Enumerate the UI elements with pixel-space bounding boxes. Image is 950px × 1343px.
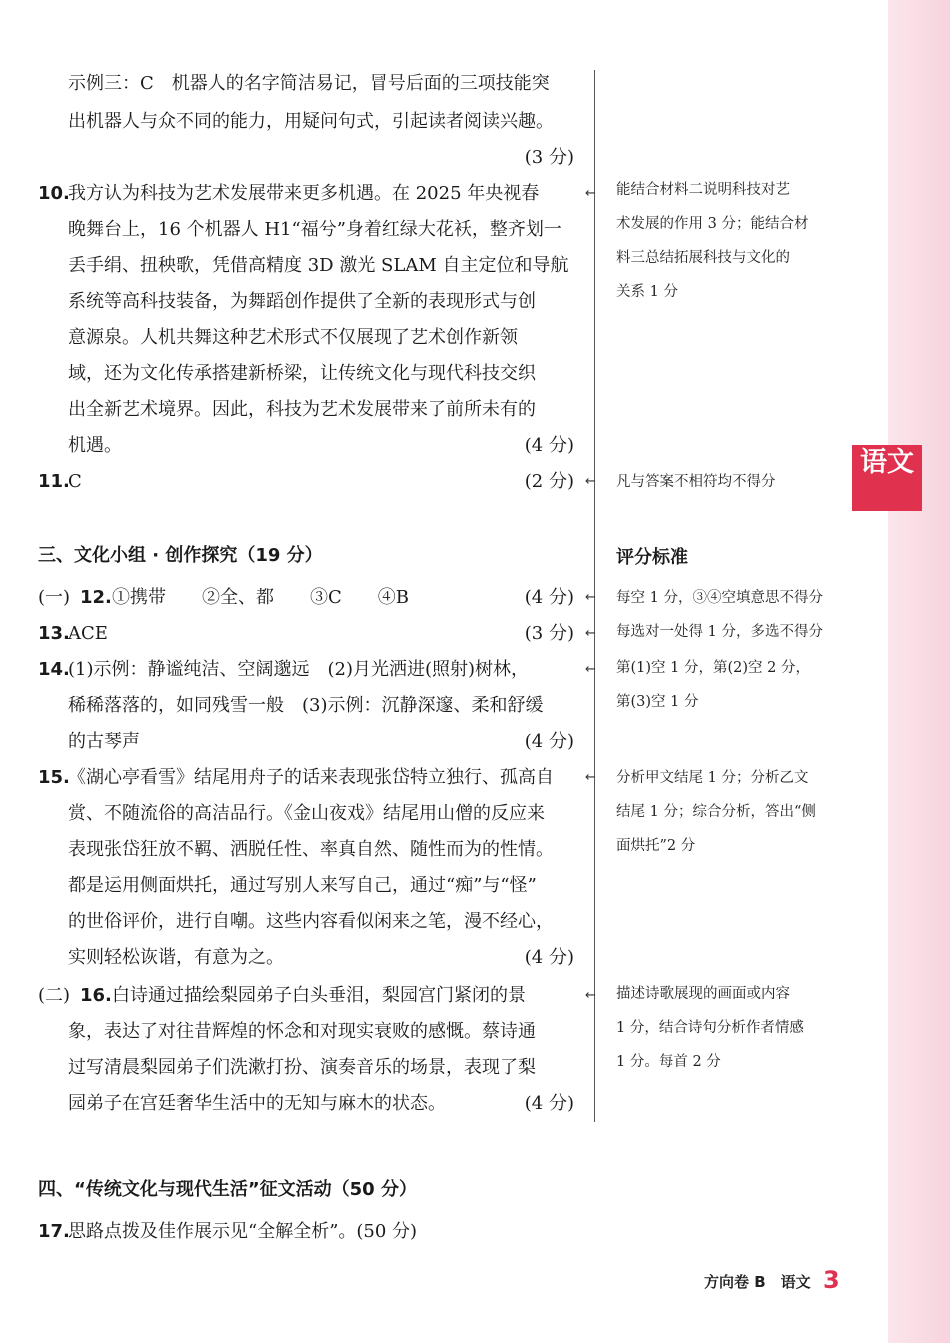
grading-note: 能结合材料二说明科技对艺: [616, 182, 790, 198]
answer-line: 域，还为文化传承搭建新桥梁，让传统文化与现代科技交织: [68, 363, 536, 384]
answer-line: 赏、不随流俗的高洁品行。《金山夜戏》结尾用山僧的反应来: [68, 803, 545, 824]
grading-note: 1 分。每首 2 分: [616, 1054, 721, 1070]
grading-note: 术发展的作用 3 分；能结合材: [616, 216, 809, 232]
answer-line: 象，表达了对往昔辉煌的怀念和对现实衰败的感慨。蔡诗通: [68, 1021, 536, 1042]
page-number: 3: [823, 1266, 840, 1294]
grading-note: 面烘托”2 分: [616, 838, 696, 854]
arrow-icon: ←: [585, 186, 596, 201]
answer-line: 过写清晨梨园弟子们洗漱打扮、演奏音乐的场景，表现了梨: [68, 1057, 536, 1078]
score: (3 分): [524, 147, 574, 168]
answer-line: 实则轻松诙谐，有意为之。: [68, 947, 284, 968]
arrow-icon: ←: [585, 626, 596, 641]
subject-tab: 语文: [852, 445, 922, 511]
score: (3 分): [524, 623, 574, 644]
grading-note: 分析甲文结尾 1 分；分析乙文: [616, 770, 809, 786]
answer-line: 示例三：C 机器人的名字简洁易记，冒号后面的三项技能突: [68, 73, 550, 94]
score: (4 分): [524, 587, 574, 608]
answer-line: ACE: [68, 623, 108, 644]
footer-label: 方向卷 B 语文: [704, 1273, 811, 1291]
answer-line: 我方认为科技为艺术发展带来更多机遇。在 2025 年央视春: [68, 183, 540, 204]
arrow-icon: ←: [585, 770, 596, 785]
page-edge-strip: [888, 0, 950, 1343]
grading-note: 料三总结拓展科技与文化的: [616, 250, 790, 266]
answer-line: 的古琴声: [68, 731, 140, 752]
answer-line: 《湖心亭看雪》结尾用舟子的话来表现张岱特立独行、孤高自: [68, 767, 554, 788]
grading-note: 每空 1 分，③④空填意思不得分: [616, 590, 823, 606]
answer-line: 思路点拨及佳作展示见“全解全析”。(50 分): [68, 1221, 418, 1242]
question-number: 16.: [80, 985, 112, 1006]
answer-line: 晚舞台上，16 个机器人 H1“福兮”身着红绿大花袄，整齐划一: [68, 219, 562, 240]
answer-line: ①携带 ②全、都 ③C ④B: [112, 587, 409, 608]
answer-line: 机遇。: [68, 435, 122, 456]
group-label: (一): [38, 587, 71, 608]
answer-line: 丢手绢、扭秧歌，凭借高精度 3D 激光 SLAM 自主定位和导航: [68, 255, 569, 276]
grading-note: 第(1)空 1 分，第(2)空 2 分，: [616, 660, 810, 676]
question-number: 12.: [80, 587, 112, 608]
score: (4 分): [524, 435, 574, 456]
grading-note: 第(3)空 1 分: [616, 694, 699, 710]
question-number: 15.: [38, 767, 70, 788]
arrow-icon: ←: [585, 988, 596, 1003]
grading-note: 描述诗歌展现的画面或内容: [616, 986, 790, 1002]
question-number: 13.: [38, 623, 70, 644]
answer-line: C: [68, 471, 82, 492]
answer-line: 出全新艺术境界。因此，科技为艺术发展带来了前所未有的: [68, 399, 536, 420]
grading-note: 1 分，结合诗句分析作者情感: [616, 1020, 804, 1036]
score: (2 分): [524, 471, 574, 492]
answer-line: 系统等高科技装备，为舞蹈创作提供了全新的表现形式与创: [68, 291, 536, 312]
answer-line: 都是运用侧面烘托，通过写别人来写自己，通过“痴”与“怪”: [68, 875, 537, 896]
grading-note: 凡与答案不相符均不得分: [616, 474, 776, 490]
question-number: 14.: [38, 659, 70, 680]
question-number: 11.: [38, 471, 70, 492]
grading-note: 结尾 1 分；综合分析，答出“侧: [616, 804, 816, 820]
answer-line: 表现张岱狂放不羁、洒脱任性、率真自然、随性而为的性情。: [68, 839, 554, 860]
column-heading: 评分标准: [616, 547, 688, 568]
answer-line: 出机器人与众不同的能力，用疑问句式，引起读者阅读兴趣。: [68, 111, 554, 132]
grading-note: 关系 1 分: [616, 284, 678, 300]
section-heading: 四、“传统文化与现代生活”征文活动（50 分）: [38, 1179, 417, 1200]
grading-note: 每选对一处得 1 分，多选不得分: [616, 624, 823, 640]
answer-line: 白诗通过描绘梨园弟子白头垂泪，梨园宫门紧闭的景: [112, 985, 526, 1006]
score: (4 分): [524, 947, 574, 968]
answer-line: 的世俗评价，进行自嘲。这些内容看似闲来之笔，漫不经心，: [68, 911, 554, 932]
arrow-icon: ←: [585, 474, 596, 489]
arrow-icon: ←: [585, 662, 596, 677]
group-label: (二): [38, 985, 71, 1006]
question-number: 17.: [38, 1221, 70, 1242]
answer-line: 园弟子在宫廷奢华生活中的无知与麻木的状态。: [68, 1093, 446, 1114]
question-number: 10.: [38, 183, 70, 204]
answer-line: 稀稀落落的，如同残雪一般 (3)示例：沉静深邃、柔和舒缓: [68, 695, 544, 716]
arrow-icon: ←: [585, 590, 596, 605]
score: (4 分): [524, 1093, 574, 1114]
answer-line: (1)示例：静谧纯洁、空阔邈远 (2)月光洒进(照射)树林，: [68, 659, 530, 680]
section-heading: 三、文化小组 · 创作探究（19 分）: [38, 545, 323, 566]
answer-line: 意源泉。人机共舞这种艺术形式不仅展现了艺术创作新领: [68, 327, 518, 348]
score: (4 分): [524, 731, 574, 752]
